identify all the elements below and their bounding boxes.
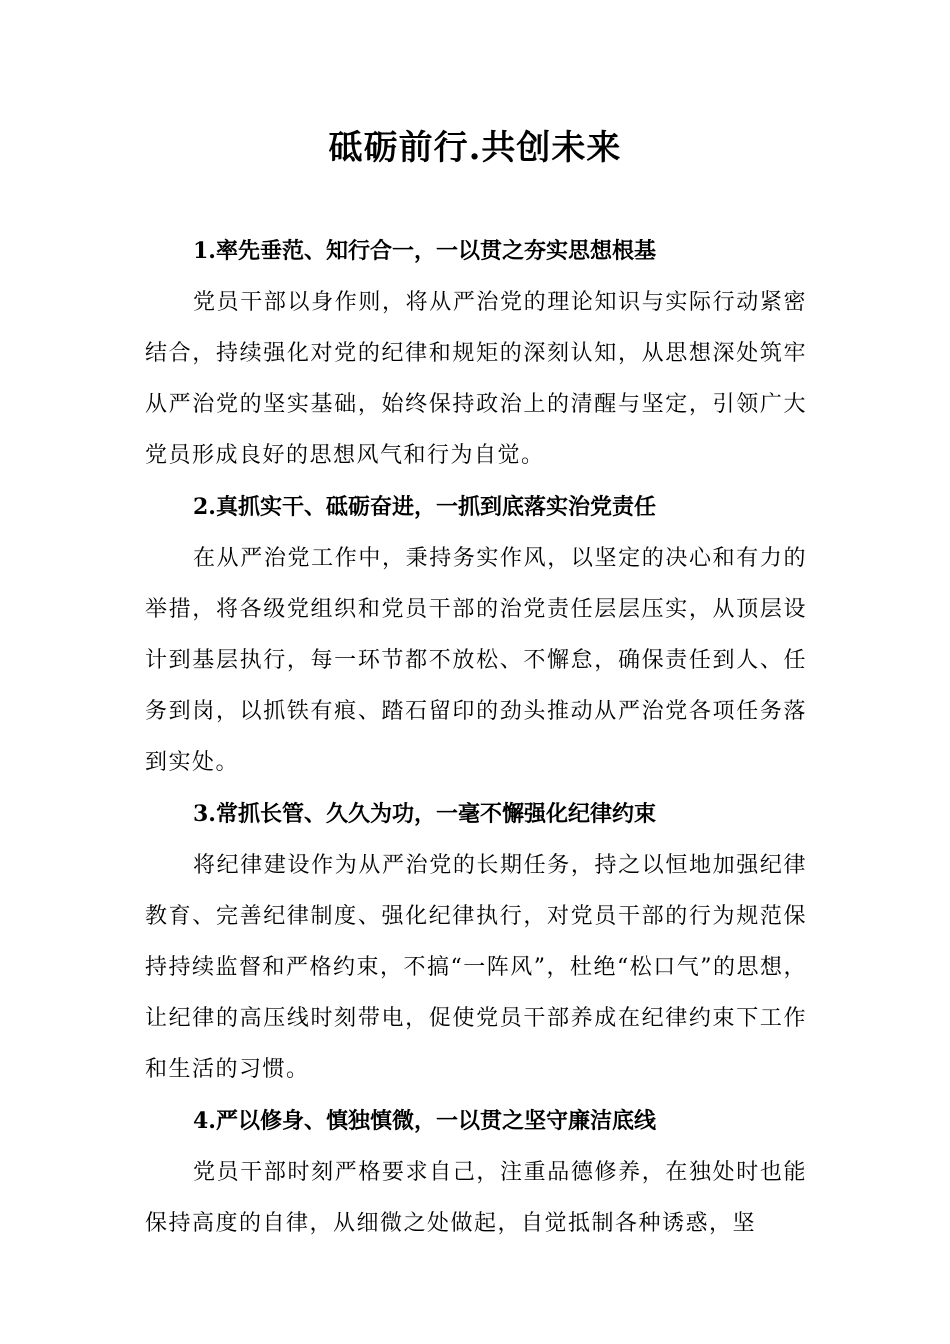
section-heading: 4.严以修身、慎独慎微，一以贯之坚守廉洁底线 [193, 1108, 656, 1134]
section-1 [145, 225, 807, 481]
document-body [145, 225, 807, 1249]
document-title: 砥砺前行.共创未来 [328, 128, 622, 168]
section-paragraph: 将纪律建设作为从严治党的长期任务，持之以恒地加强纪律教育、完善纪律制度、强化纪律执行，对党员干部的行为规范保持持续监督和严格约束，不搞“一阵风”，杜绝“松口气”的思想，让纪律的高压线时刻带电，促使党员干部养成在纪律约束下工作和生活的习惯。 [145, 853, 807, 1082]
section-paragraph: 党员干部时刻严格要求自己，注重品德修养，在独处时也能保持高度的自律，从细微之处做起，自觉抵制各种诱惑，坚 [145, 1160, 807, 1236]
section-4 [145, 1095, 807, 1249]
section-paragraph: 在从严治党工作中，秉持务实作风，以坚定的决心和有力的举措，将各级党组织和党员干部的治党责任层层压实，从顶层设计到基层执行，每一环节都不放松、不懈怠，确保责任到人、任务到岗，以抓铁有痕、踏石留印的劲头推动从严治党各项任务落到实处。 [145, 546, 807, 775]
section-3 [145, 788, 807, 1095]
section-paragraph: 党员干部以身作则，将从严治党的理论知识与实际行动紧密结合，持续强化对党的纪律和规矩的深刻认知，从思想深处筑牢从严治党的坚实基础，始终保持政治上的清醒与坚定，引领广大党员形成良好的思想风气和行为自觉。 [145, 290, 807, 468]
section-heading: 3.常抓长管、久久为功，一毫不懈强化纪律约束 [193, 801, 656, 827]
section-2 [145, 481, 807, 788]
section-heading: 1.率先垂范、知行合一，一以贯之夯实思想根基 [193, 238, 656, 264]
section-heading: 2.真抓实干、砥砺奋进，一抓到底落实治党责任 [193, 494, 656, 520]
